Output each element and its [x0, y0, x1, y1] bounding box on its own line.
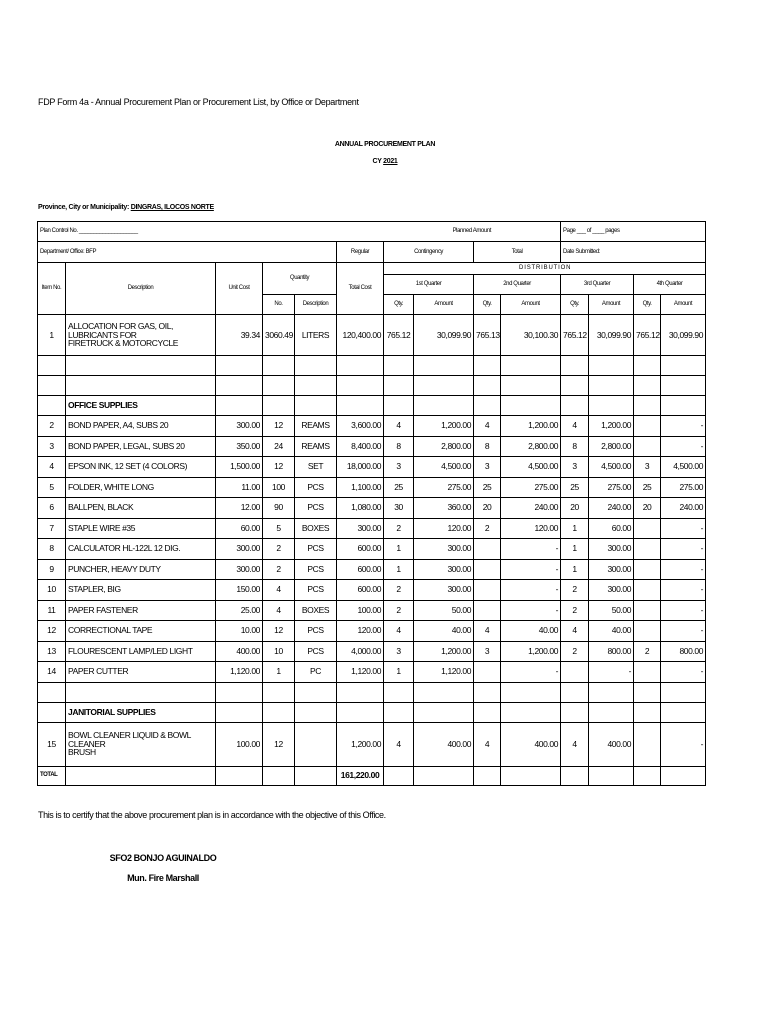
- qty-desc: SET: [295, 457, 337, 478]
- item-no: 7: [38, 518, 66, 539]
- qty-desc: PCS: [295, 641, 337, 662]
- unit-cost: 1,500.00: [216, 457, 263, 478]
- unit-cost: 300.00: [216, 539, 263, 560]
- item-description: [66, 315, 216, 356]
- q1-amount: 120.00: [414, 518, 474, 539]
- table-row: [38, 498, 706, 519]
- q2-amount: 120.00: [501, 518, 561, 539]
- certification-statement: This is to certify that the above procurement plan is in accordance with the objective of this Office.: [38, 810, 386, 820]
- unit-cost: 10.00: [216, 621, 263, 642]
- q1-amount: 275.00: [414, 477, 474, 498]
- unit-cost: 11.00: [216, 477, 263, 498]
- qty-desc: PC: [295, 662, 337, 683]
- item-no: 11: [38, 600, 66, 621]
- q1-header: 1st Quarter: [384, 275, 474, 295]
- q4-qty: [634, 600, 661, 621]
- qty-desc: REAMS: [295, 416, 337, 437]
- qty-no: 2: [263, 559, 295, 580]
- col-qty-desc: Description: [295, 295, 337, 315]
- q2-qty: [474, 662, 501, 683]
- total-cost: 120,400.00: [337, 315, 384, 356]
- q4-amount: -: [661, 539, 706, 560]
- q1-qty: 1: [384, 559, 414, 580]
- col-description: Description: [66, 263, 216, 315]
- section-office-supplies: OFFICE SUPPLIES: [66, 396, 216, 416]
- grand-total: 161,220.00: [337, 766, 384, 785]
- qty-no: 12: [263, 621, 295, 642]
- qty-desc: PCS: [295, 559, 337, 580]
- unit-cost: 350.00: [216, 436, 263, 457]
- q2-amount: 1,200.00: [501, 641, 561, 662]
- q3-amount: 800.00: [589, 641, 634, 662]
- q3-qty: 2: [561, 641, 589, 662]
- spacer-row: [38, 356, 706, 376]
- total-label-header: Total: [474, 242, 561, 263]
- q1-amount-header: Amount: [414, 295, 474, 315]
- table-row: [38, 518, 706, 539]
- page-of-label: Page ___ of ____ pages: [561, 222, 706, 242]
- q4-qty: [634, 539, 661, 560]
- q4-qty: [634, 518, 661, 539]
- planned-amount-label: Planned Amount: [384, 222, 561, 242]
- q3-amount: 240.00: [589, 498, 634, 519]
- qty-no: 12: [263, 722, 295, 766]
- q3-qty: 1: [561, 518, 589, 539]
- q2-qty-header: Qty.: [474, 295, 501, 315]
- unit-cost: 25.00: [216, 600, 263, 621]
- q4-amount: -: [661, 518, 706, 539]
- distribution-label: D I S T R I B U T I O N: [384, 263, 706, 275]
- desc-line-1: BOWL CLEANER LIQUID & BOWL CLEANER: [68, 729, 191, 749]
- total-cost: 18,000.00: [337, 457, 384, 478]
- total-cost: 8,400.00: [337, 436, 384, 457]
- date-submitted: Date Submitted:: [561, 242, 706, 263]
- total-row: [38, 766, 706, 785]
- q1-qty: 3: [384, 641, 414, 662]
- q4-qty: 20: [634, 498, 661, 519]
- q3-amount: 275.00: [589, 477, 634, 498]
- q1-amount: 50.00: [414, 600, 474, 621]
- qty-desc: BOXES: [295, 600, 337, 621]
- item-no: 10: [38, 580, 66, 601]
- q1-qty: 2: [384, 580, 414, 601]
- unit-cost: 1,120.00: [216, 662, 263, 683]
- item-description: STAPLE WIRE #35: [66, 518, 216, 539]
- desc-line-2: FIRETRUCK & MOTORCYCLE: [68, 338, 179, 349]
- q1-amount: 1,200.00: [414, 416, 474, 437]
- table-row: [38, 559, 706, 580]
- table-row: [38, 477, 706, 498]
- q1-qty: 4: [384, 416, 414, 437]
- total-cost: 120.00: [337, 621, 384, 642]
- total-cost: 600.00: [337, 580, 384, 601]
- q2-qty: 765.13: [474, 315, 501, 356]
- qty-no: 10: [263, 641, 295, 662]
- qty-desc: PCS: [295, 580, 337, 601]
- q2-amount: 4,500.00: [501, 457, 561, 478]
- q3-amount: 60.00: [589, 518, 634, 539]
- q3-qty: 1: [561, 539, 589, 560]
- q3-qty: 2: [561, 580, 589, 601]
- q1-qty: 1: [384, 662, 414, 683]
- item-no: 15: [38, 722, 66, 766]
- q1-amount: 2,800.00: [414, 436, 474, 457]
- q1-amount: 300.00: [414, 580, 474, 601]
- item-description: PAPER FASTENER: [66, 600, 216, 621]
- table-row: [38, 315, 706, 356]
- q4-qty: [634, 662, 661, 683]
- q4-qty: [634, 621, 661, 642]
- section-row-janitorial: [38, 702, 706, 722]
- spacer-row: [38, 682, 706, 702]
- signer-name: SFO2 BONJO AGUINALDO: [109, 853, 217, 863]
- q2-qty: [474, 539, 501, 560]
- q3-qty: 1: [561, 559, 589, 580]
- item-description: CORRECTIONAL TAPE: [66, 621, 216, 642]
- total-cost: 1,200.00: [337, 722, 384, 766]
- item-no: 14: [38, 662, 66, 683]
- q1-qty: 3: [384, 457, 414, 478]
- q2-amount-header: Amount: [501, 295, 561, 315]
- q2-amount: 240.00: [501, 498, 561, 519]
- q2-qty: [474, 600, 501, 621]
- item-description: PAPER CUTTER: [66, 662, 216, 683]
- q4-amount: -: [661, 559, 706, 580]
- unit-cost: 12.00: [216, 498, 263, 519]
- col-quantity: Quantity: [263, 263, 337, 295]
- item-description: [66, 722, 216, 766]
- table-row: [38, 621, 706, 642]
- q4-qty: 765.12: [634, 315, 661, 356]
- table-row: [38, 641, 706, 662]
- plan-control-no: Plan Control No. ____________________: [38, 222, 384, 242]
- q4-qty: [634, 416, 661, 437]
- q2-amount: -: [501, 600, 561, 621]
- q4-qty: [634, 722, 661, 766]
- q3-amount: 400.00: [589, 722, 634, 766]
- unit-cost: 400.00: [216, 641, 263, 662]
- qty-no: 2: [263, 539, 295, 560]
- q1-amount: 400.00: [414, 722, 474, 766]
- q4-amount: -: [661, 416, 706, 437]
- q3-qty: 25: [561, 477, 589, 498]
- header-row-1: [38, 222, 706, 242]
- department-office: Department/ Office: BFP: [38, 242, 337, 263]
- cy-prefix: CY: [372, 158, 384, 165]
- col-unit-cost: Unit Cost: [216, 263, 263, 315]
- q1-amount: 4,500.00: [414, 457, 474, 478]
- q4-amount: -: [661, 662, 706, 683]
- q3-header: 3rd Quarter: [561, 275, 634, 295]
- table-row: [38, 662, 706, 683]
- item-description: PUNCHER, HEAVY DUTY: [66, 559, 216, 580]
- q3-amount-header: Amount: [589, 295, 634, 315]
- q4-amount: 275.00: [661, 477, 706, 498]
- q1-qty: 30: [384, 498, 414, 519]
- province-line: [38, 204, 214, 211]
- item-no: 9: [38, 559, 66, 580]
- q2-qty: 4: [474, 722, 501, 766]
- item-description: BALLPEN, BLACK: [66, 498, 216, 519]
- item-no: 2: [38, 416, 66, 437]
- spacer-row: [38, 376, 706, 396]
- col-item-no: Item No.: [38, 263, 66, 315]
- q2-header: 2nd Quarter: [474, 275, 561, 295]
- qty-no: 5: [263, 518, 295, 539]
- unit-cost: 300.00: [216, 416, 263, 437]
- q4-qty: [634, 559, 661, 580]
- q4-amount: -: [661, 600, 706, 621]
- item-description: CALCULATOR HL-122L 12 DIG.: [66, 539, 216, 560]
- q2-amount: 400.00: [501, 722, 561, 766]
- qty-desc: BOXES: [295, 518, 337, 539]
- q2-amount: 275.00: [501, 477, 561, 498]
- calendar-year: [0, 158, 770, 165]
- q4-amount: -: [661, 722, 706, 766]
- province-label: Province, City or Municipality:: [38, 204, 131, 211]
- item-no: 5: [38, 477, 66, 498]
- q2-amount: 1,200.00: [501, 416, 561, 437]
- q3-amount: 1,200.00: [589, 416, 634, 437]
- q2-qty: 20: [474, 498, 501, 519]
- q1-amount: 360.00: [414, 498, 474, 519]
- qty-desc: REAMS: [295, 436, 337, 457]
- total-cost: 3,600.00: [337, 416, 384, 437]
- q3-amount: 300.00: [589, 580, 634, 601]
- table-row: [38, 580, 706, 601]
- q3-qty: 3: [561, 457, 589, 478]
- total-cost: 100.00: [337, 600, 384, 621]
- total-cost: 1,100.00: [337, 477, 384, 498]
- unit-cost: 60.00: [216, 518, 263, 539]
- q3-qty: 20: [561, 498, 589, 519]
- qty-no: 100: [263, 477, 295, 498]
- q3-qty: 8: [561, 436, 589, 457]
- q2-qty: 3: [474, 641, 501, 662]
- item-description: FLOURESCENT LAMP/LED LIGHT: [66, 641, 216, 662]
- q2-qty: [474, 559, 501, 580]
- cy-year: 2021: [383, 158, 398, 165]
- section-row-office: [38, 396, 706, 416]
- unit-cost: 100.00: [216, 722, 263, 766]
- total-cost: 1,080.00: [337, 498, 384, 519]
- q3-amount: 50.00: [589, 600, 634, 621]
- q3-amount: 2,800.00: [589, 436, 634, 457]
- header-row-2: [38, 242, 706, 263]
- item-no: 4: [38, 457, 66, 478]
- total-cost: 1,120.00: [337, 662, 384, 683]
- q2-amount: 2,800.00: [501, 436, 561, 457]
- col-qty-no: No.: [263, 295, 295, 315]
- total-cost: 4,000.00: [337, 641, 384, 662]
- q4-qty-header: Qty.: [634, 295, 661, 315]
- table-row: [38, 457, 706, 478]
- item-no: 13: [38, 641, 66, 662]
- q2-amount: -: [501, 539, 561, 560]
- form-title: FDP Form 4a - Annual Procurement Plan or Procurement List, by Office or Department: [38, 97, 359, 107]
- qty-no: 24: [263, 436, 295, 457]
- item-no: 6: [38, 498, 66, 519]
- item-description: BOND PAPER, A4, SUBS 20: [66, 416, 216, 437]
- q1-qty: 765.12: [384, 315, 414, 356]
- table-row: [38, 539, 706, 560]
- table-row: [38, 600, 706, 621]
- q1-amount: 1,200.00: [414, 641, 474, 662]
- q3-amount: 300.00: [589, 539, 634, 560]
- q3-qty: 765.12: [561, 315, 589, 356]
- q4-amount: 4,500.00: [661, 457, 706, 478]
- item-description: EPSON INK, 12 SET (4 COLORS): [66, 457, 216, 478]
- q4-qty: 25: [634, 477, 661, 498]
- q1-qty: 25: [384, 477, 414, 498]
- q3-qty: [561, 662, 589, 683]
- province-value: DINGRAS, ILOCOS NORTE: [130, 204, 214, 211]
- q3-qty: 4: [561, 722, 589, 766]
- q2-qty: 2: [474, 518, 501, 539]
- item-description: FOLDER, WHITE LONG: [66, 477, 216, 498]
- table-row: [38, 416, 706, 437]
- q1-qty: 4: [384, 621, 414, 642]
- qty-no: 12: [263, 457, 295, 478]
- item-no: 3: [38, 436, 66, 457]
- q3-amount: 40.00: [589, 621, 634, 642]
- q1-qty: 2: [384, 518, 414, 539]
- q4-amount: 800.00: [661, 641, 706, 662]
- q4-amount: -: [661, 580, 706, 601]
- q3-amount: 30,099.90: [589, 315, 634, 356]
- document-title: ANNUAL PROCUREMENT PLAN: [334, 141, 436, 148]
- q2-qty: 4: [474, 416, 501, 437]
- q2-qty: 8: [474, 436, 501, 457]
- q2-amount: 40.00: [501, 621, 561, 642]
- item-description: BOND PAPER, LEGAL, SUBS 20: [66, 436, 216, 457]
- qty-no: 4: [263, 580, 295, 601]
- item-description: STAPLER, BIG: [66, 580, 216, 601]
- qty-desc: [295, 722, 337, 766]
- qty-desc: PCS: [295, 498, 337, 519]
- q3-qty: 4: [561, 416, 589, 437]
- qty-no: 12: [263, 416, 295, 437]
- desc-line-2: BRUSH: [68, 747, 96, 758]
- q4-amount-header: Amount: [661, 295, 706, 315]
- qty-no: 1: [263, 662, 295, 683]
- q2-amount: -: [501, 662, 561, 683]
- q3-amount: 300.00: [589, 559, 634, 580]
- q3-amount: -: [589, 662, 634, 683]
- q3-qty: 2: [561, 600, 589, 621]
- item-no: 8: [38, 539, 66, 560]
- q4-amount: 240.00: [661, 498, 706, 519]
- qty-no: 4: [263, 600, 295, 621]
- qty-desc: LITERS: [295, 315, 337, 356]
- header-row-3: [38, 263, 706, 275]
- q4-amount: 30,099.90: [661, 315, 706, 356]
- q2-amount: -: [501, 559, 561, 580]
- q2-qty: 4: [474, 621, 501, 642]
- qty-no: 3060.49: [263, 315, 295, 356]
- q2-amount: 30,100.30: [501, 315, 561, 356]
- total-cost: 600.00: [337, 539, 384, 560]
- q1-qty: 1: [384, 539, 414, 560]
- procurement-table: [37, 221, 706, 786]
- q1-qty: 4: [384, 722, 414, 766]
- q2-qty: [474, 580, 501, 601]
- table-row: [38, 436, 706, 457]
- q3-qty-header: Qty.: [561, 295, 589, 315]
- q3-amount: 4,500.00: [589, 457, 634, 478]
- q1-amount: 300.00: [414, 539, 474, 560]
- desc-line-1: ALLOCATION FOR GAS, OIL, LUBRICANTS FOR: [68, 320, 174, 340]
- qty-no: 90: [263, 498, 295, 519]
- q1-qty: 2: [384, 600, 414, 621]
- col-total-cost: Total Cost: [337, 263, 384, 315]
- q2-qty: 25: [474, 477, 501, 498]
- total-cost: 600.00: [337, 559, 384, 580]
- section-janitorial-supplies: JANITORIAL SUPPLIES: [66, 702, 216, 722]
- q4-qty: 3: [634, 457, 661, 478]
- unit-cost: 39.34: [216, 315, 263, 356]
- q1-amount: 300.00: [414, 559, 474, 580]
- q4-header: 4th Quarter: [634, 275, 706, 295]
- total-cost: 300.00: [337, 518, 384, 539]
- qty-desc: PCS: [295, 621, 337, 642]
- q4-qty: [634, 580, 661, 601]
- q1-amount: 40.00: [414, 621, 474, 642]
- qty-desc: PCS: [295, 539, 337, 560]
- unit-cost: 300.00: [216, 559, 263, 580]
- q4-qty: [634, 436, 661, 457]
- qty-desc: PCS: [295, 477, 337, 498]
- q1-qty-header: Qty.: [384, 295, 414, 315]
- q3-qty: 4: [561, 621, 589, 642]
- table-row: [38, 722, 706, 766]
- q1-amount: 1,120.00: [414, 662, 474, 683]
- item-no: 12: [38, 621, 66, 642]
- total-label: TOTAL: [38, 766, 66, 785]
- signer-title: Mun. Fire Marshall: [127, 873, 199, 883]
- q4-amount: -: [661, 621, 706, 642]
- regular-label: Regular: [337, 242, 384, 263]
- q1-amount: 30,099.90: [414, 315, 474, 356]
- contingency-label: Contingency: [384, 242, 474, 263]
- unit-cost: 150.00: [216, 580, 263, 601]
- q1-qty: 8: [384, 436, 414, 457]
- item-no: 1: [38, 315, 66, 356]
- q2-amount: -: [501, 580, 561, 601]
- q2-qty: 3: [474, 457, 501, 478]
- q4-amount: -: [661, 436, 706, 457]
- q4-qty: 2: [634, 641, 661, 662]
